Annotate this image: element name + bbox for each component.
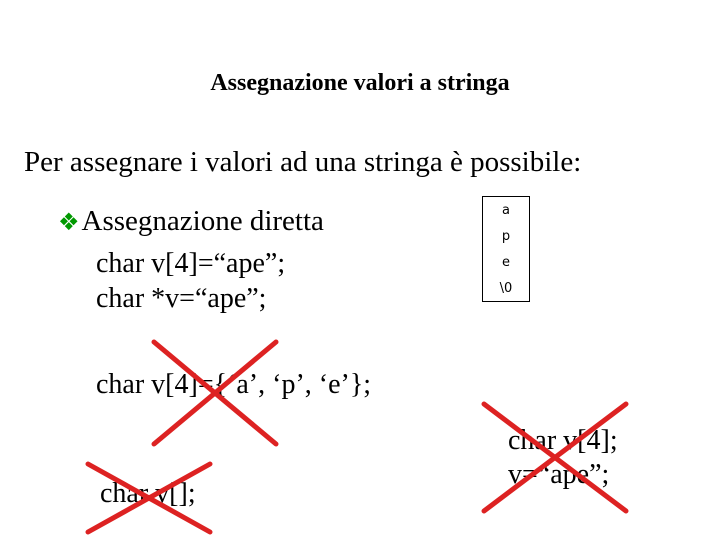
diamond-bullet-icon: ❖: [58, 208, 80, 236]
code-line-array-init: char v[4]=“ape”;: [96, 248, 286, 279]
array-cell: a: [483, 197, 530, 224]
array-cell: \0: [483, 275, 530, 302]
code-line-declaration: char v[4];: [508, 425, 618, 456]
slide-title: Assegnazione valori a stringa: [210, 70, 510, 96]
bullet-item: [58, 205, 324, 238]
char-array-diagram: [482, 196, 530, 302]
intro-text: Per assegnare i valori ad una stringa è possibile:: [24, 146, 582, 178]
x-cross-mark-icon: [480, 400, 630, 515]
code-line-empty-array: char v[];: [100, 478, 196, 509]
x-cross-mark-icon: [150, 338, 280, 448]
code-line-char-list-init: char v[4]={‘a’, ‘p’, ‘e’};: [96, 369, 372, 400]
code-line-assignment: v=“ape”;: [508, 459, 610, 490]
array-cell: p: [483, 223, 530, 249]
bullet-label: Assegnazione diretta: [81, 205, 324, 237]
code-line-pointer-init: char *v=“ape”;: [96, 283, 267, 314]
array-cell: e: [483, 249, 530, 275]
x-cross-mark-icon: [84, 460, 214, 536]
